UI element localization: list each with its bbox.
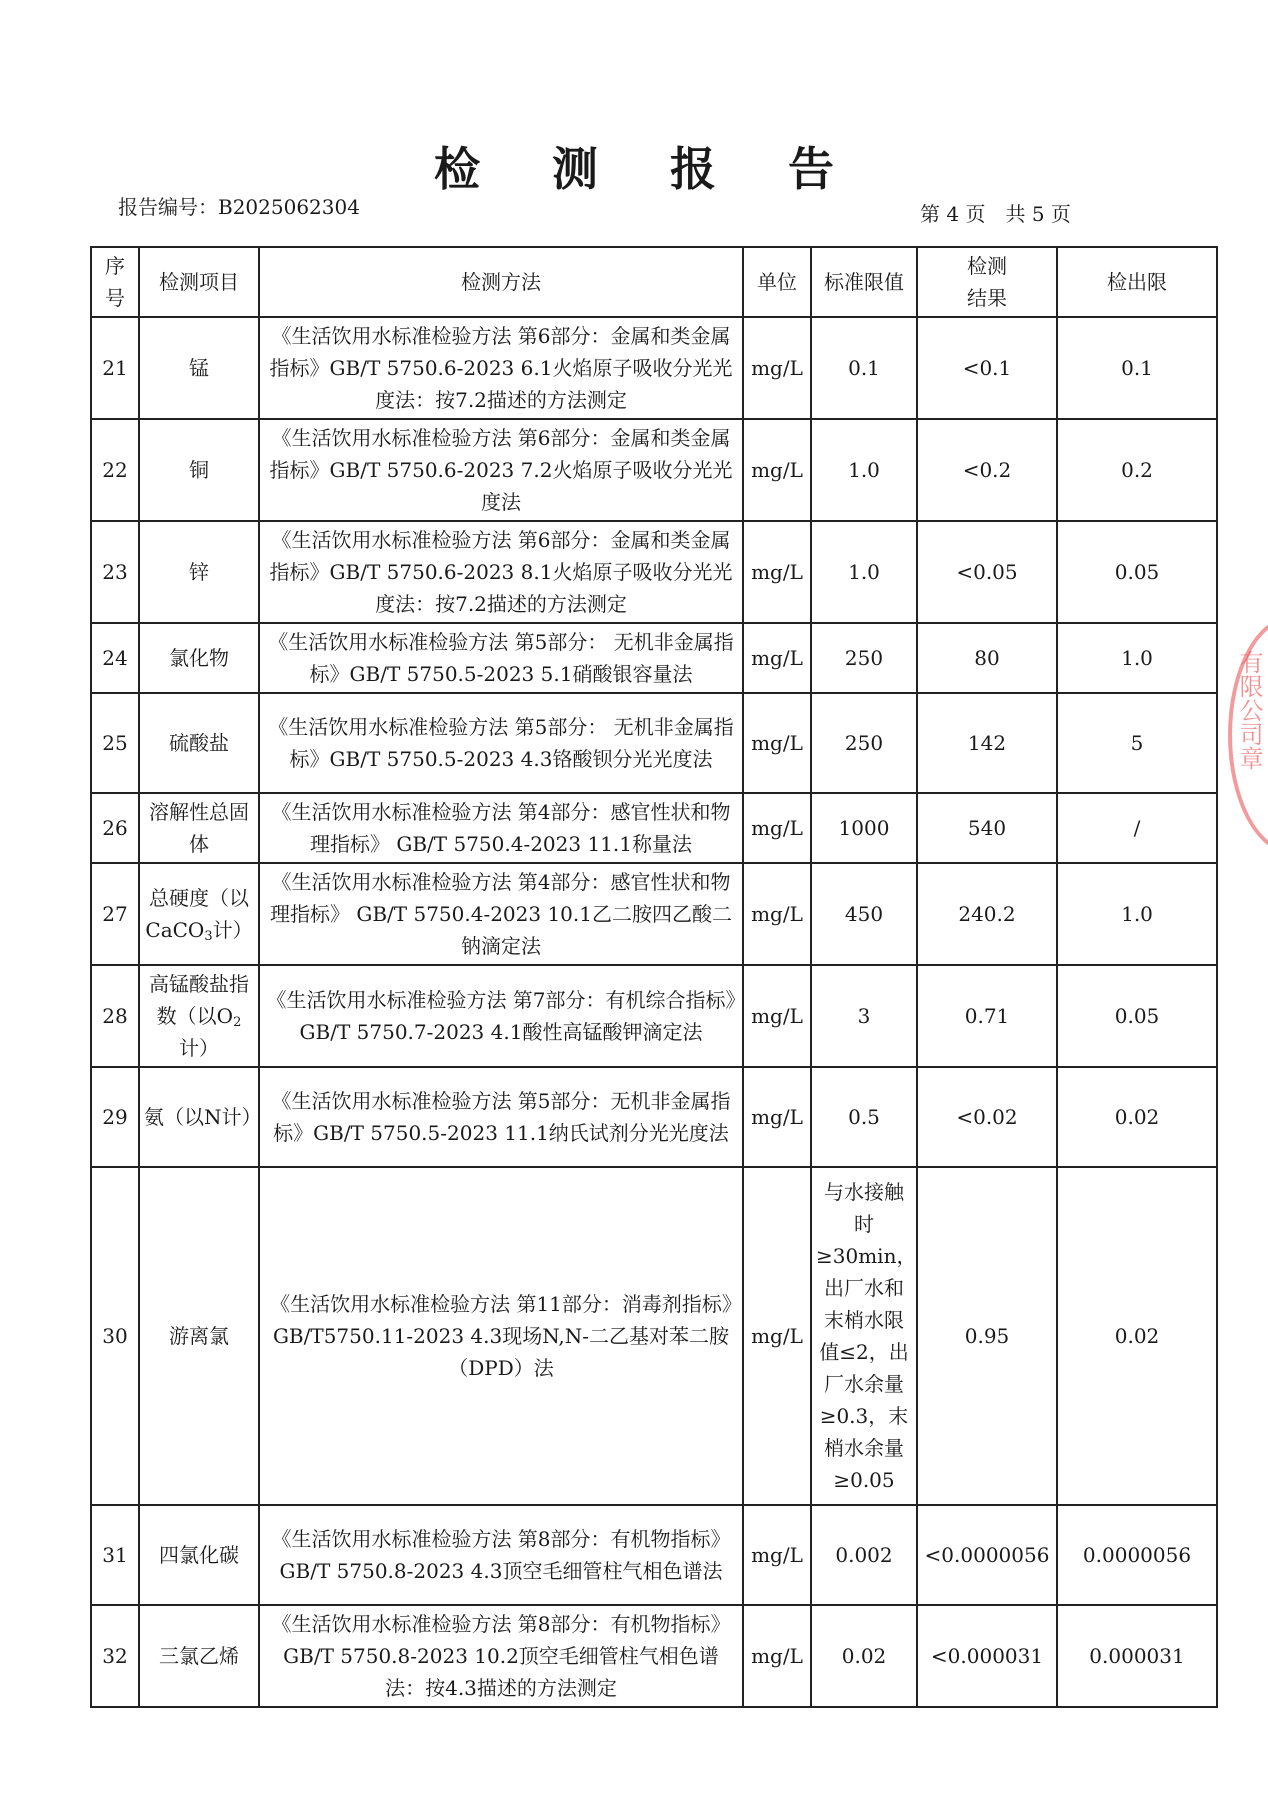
row-unit: mg/L [743, 965, 811, 1067]
row-limit: 0.002 [811, 1505, 917, 1605]
row-detection-limit: 0.02 [1057, 1067, 1217, 1167]
table-row [91, 1067, 1217, 1167]
row-no: 24 [91, 623, 139, 693]
row-result: <0.02 [917, 1067, 1057, 1167]
row-unit: mg/L [743, 1067, 811, 1167]
row-limit: 450 [811, 863, 917, 965]
col-header-unit: 单位 [743, 247, 811, 317]
row-limit: 250 [811, 693, 917, 793]
row-unit: mg/L [743, 623, 811, 693]
row-result: 240.2 [917, 863, 1057, 965]
row-no: 29 [91, 1067, 139, 1167]
row-result: 80 [917, 623, 1057, 693]
row-method: 《生活饮用水标准检验方法 第7部分：有机综合指标》GB/T 5750.7-2023 4.1酸性高锰酸钾滴定法 [259, 965, 743, 1067]
page-prefix: 第 [920, 202, 940, 226]
page-total: 5 [1031, 202, 1045, 226]
row-item: 锰 [139, 317, 259, 419]
row-method: 《生活饮用水标准检验方法 第5部分：无机非金属指标》GB/T 5750.5-2023 11.1纳氏试剂分光光度法 [259, 1067, 743, 1167]
row-detection-limit: 0.2 [1057, 419, 1217, 521]
table-header-row [91, 247, 1217, 317]
row-unit: mg/L [743, 863, 811, 965]
row-result: <0.05 [917, 521, 1057, 623]
page-current: 4 [946, 202, 960, 226]
row-method: 《生活饮用水标准检验方法 第4部分：感官性状和物理指标》 GB/T 5750.4-2023 10.1乙二胺四乙酸二钠滴定法 [259, 863, 743, 965]
row-item: 铜 [139, 419, 259, 521]
row-method: 《生活饮用水标准检验方法 第6部分：金属和类金属指标》GB/T 5750.6-2023 6.1火焰原子吸收分光光度法：按7.2描述的方法测定 [259, 317, 743, 419]
row-detection-limit: 0.05 [1057, 521, 1217, 623]
row-unit: mg/L [743, 693, 811, 793]
row-limit: 1.0 [811, 419, 917, 521]
page-indicator [920, 198, 1071, 227]
row-item: 三氯乙烯 [139, 1605, 259, 1707]
table-row [91, 793, 1217, 863]
table-row [91, 419, 1217, 521]
row-item: 溶解性总固体 [139, 793, 259, 863]
row-unit: mg/L [743, 317, 811, 419]
row-unit: mg/L [743, 419, 811, 521]
row-detection-limit: 0.000031 [1057, 1605, 1217, 1707]
item-prefix: 总硬度（以 [149, 886, 249, 910]
row-no: 23 [91, 521, 139, 623]
row-limit: 3 [811, 965, 917, 1067]
row-method: 《生活饮用水标准检验方法 第11部分：消毒剂指标》GB/T5750.11-2023 4.3现场N,N-二乙基对苯二胺（DPD）法 [259, 1167, 743, 1505]
row-item: 氨（以N计） [139, 1067, 259, 1167]
table-row [91, 965, 1217, 1067]
row-no: 25 [91, 693, 139, 793]
col-header-method: 检测方法 [259, 247, 743, 317]
col-header-limit: 标准限值 [811, 247, 917, 317]
row-unit: mg/L [743, 1167, 811, 1505]
row-unit: mg/L [743, 521, 811, 623]
row-method: 《生活饮用水标准检验方法 第8部分：有机物指标》GB/T 5750.8-2023 4.3顶空毛细管柱气相色谱法 [259, 1505, 743, 1605]
row-limit: 0.5 [811, 1067, 917, 1167]
table-row [91, 863, 1217, 965]
item-prefix: 高锰酸盐指数（以 [149, 972, 249, 1028]
row-limit: 0.02 [811, 1605, 917, 1707]
row-result: 142 [917, 693, 1057, 793]
row-unit: mg/L [743, 1505, 811, 1605]
row-method: 《生活饮用水标准检验方法 第6部分：金属和类金属指标》GB/T 5750.6-2023 8.1火焰原子吸收分光光度法：按7.2描述的方法测定 [259, 521, 743, 623]
table-row [91, 521, 1217, 623]
row-no: 28 [91, 965, 139, 1067]
table-row [91, 1167, 1217, 1505]
row-result: <0.1 [917, 317, 1057, 419]
row-no: 31 [91, 1505, 139, 1605]
row-item: 四氯化碳 [139, 1505, 259, 1605]
row-result: <0.0000056 [917, 1505, 1057, 1605]
row-detection-limit: 0.0000056 [1057, 1505, 1217, 1605]
row-no: 21 [91, 317, 139, 419]
row-item: 硫酸盐 [139, 693, 259, 793]
row-detection-limit: / [1057, 793, 1217, 863]
table-row [91, 1505, 1217, 1605]
row-method: 《生活饮用水标准检验方法 第4部分：感官性状和物理指标》 GB/T 5750.4-2023 11.1称量法 [259, 793, 743, 863]
col-header-no: 序号 [91, 247, 139, 317]
row-detection-limit: 5 [1057, 693, 1217, 793]
row-result: 540 [917, 793, 1057, 863]
row-item [139, 863, 259, 965]
company-seal-text: 有限公司章 [1235, 650, 1263, 770]
row-detection-limit: 0.05 [1057, 965, 1217, 1067]
col-header-item: 检测项目 [139, 247, 259, 317]
page-suffix: 页 [1050, 202, 1071, 226]
item-formula: CaCO [145, 918, 205, 942]
table-row [91, 693, 1217, 793]
item-suffix: 计） [212, 918, 253, 942]
row-no: 26 [91, 793, 139, 863]
item-formula-subscript: 3 [204, 929, 213, 944]
row-item: 氯化物 [139, 623, 259, 693]
row-unit: mg/L [743, 1605, 811, 1707]
col-header-result: 检测 结果 [917, 247, 1057, 317]
row-no: 32 [91, 1605, 139, 1707]
row-no: 27 [91, 863, 139, 965]
col-header-detection-limit: 检出限 [1057, 247, 1217, 317]
row-item [139, 965, 259, 1067]
row-no: 30 [91, 1167, 139, 1505]
row-detection-limit: 0.02 [1057, 1167, 1217, 1505]
table-row [91, 1605, 1217, 1707]
results-table [90, 246, 1218, 1708]
row-limit: 与水接触时≥30min，出厂水和末梢水限值≤2，出厂水余量≥0.3，末梢水余量≥0.05 [811, 1167, 917, 1505]
report-number [118, 191, 360, 220]
row-no: 22 [91, 419, 139, 521]
row-limit: 0.1 [811, 317, 917, 419]
row-item: 锌 [139, 521, 259, 623]
row-result: <0.2 [917, 419, 1057, 521]
row-method: 《生活饮用水标准检验方法 第5部分： 无机非金属指标》GB/T 5750.5-2023 4.3铬酸钡分光光度法 [259, 693, 743, 793]
row-limit: 250 [811, 623, 917, 693]
row-method: 《生活饮用水标准检验方法 第6部分：金属和类金属指标》GB/T 5750.6-2023 7.2火焰原子吸收分光光度法 [259, 419, 743, 521]
item-formula-subscript: 2 [233, 1015, 242, 1030]
document-title: 检 测 报 告 [433, 142, 863, 196]
row-limit: 1000 [811, 793, 917, 863]
row-limit: 1.0 [811, 521, 917, 623]
row-item: 游离氯 [139, 1167, 259, 1505]
row-method: 《生活饮用水标准检验方法 第8部分：有机物指标》GB/T 5750.8-2023 10.2顶空毛细管柱气相色谱法：按4.3描述的方法测定 [259, 1605, 743, 1707]
page-mid: 页 共 [965, 202, 1026, 226]
row-result: 0.95 [917, 1167, 1057, 1505]
report-number-label: 报告编号： [118, 195, 218, 219]
row-result: <0.000031 [917, 1605, 1057, 1707]
table-row [91, 623, 1217, 693]
row-detection-limit: 0.1 [1057, 317, 1217, 419]
row-unit: mg/L [743, 793, 811, 863]
row-detection-limit: 1.0 [1057, 863, 1217, 965]
item-formula: O [216, 1004, 234, 1028]
report-number-value: B2025062304 [218, 195, 360, 219]
row-method: 《生活饮用水标准检验方法 第5部分： 无机非金属指标》GB/T 5750.5-2023 5.1硝酸银容量法 [259, 623, 743, 693]
item-suffix: 计） [179, 1036, 219, 1060]
row-result: 0.71 [917, 965, 1057, 1067]
row-detection-limit: 1.0 [1057, 623, 1217, 693]
table-row [91, 317, 1217, 419]
